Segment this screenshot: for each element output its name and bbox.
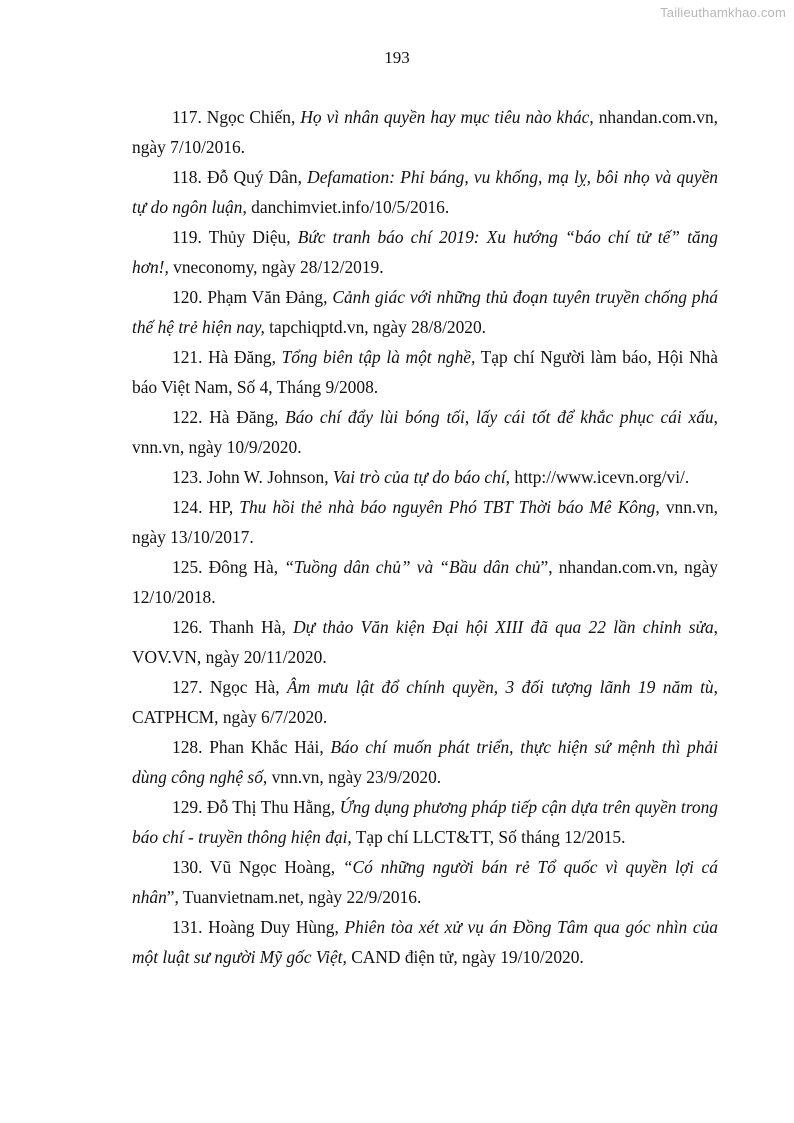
reference-title: Defamation: Phỉ báng, vu khống, mạ lỵ, bôi nhọ và quyền tự do ngôn luận <box>132 167 718 217</box>
reference-item: 117. Ngọc Chiến, Họ vì nhân quyền hay mục tiêu nào khác, nhandan.com.vn, ngày 7/10/2016. <box>132 107 718 157</box>
reference-title: Tổng biên tập là một nghề, <box>281 347 476 367</box>
reference-title: Thu hồi thẻ nhà báo nguyên Phó TBT Thời báo Mê Kông <box>239 497 656 517</box>
reference-item: 120. Phạm Văn Đảng, Cảnh giác với những thủ đoạn tuyên truyền chống phá thế hệ trẻ hiện nay, tapchiqptd.vn, ngày 28/8/2020. <box>132 287 718 337</box>
reference-item: 125. Đông Hà, “Tuồng dân chủ” và “Bầu dân chủ”, nhandan.com.vn, ngày 12/10/2018. <box>132 557 718 607</box>
reference-title: Vai trò của tự do báo chí <box>332 467 506 487</box>
reference-title: “Tuồng dân chủ” và “Bầu dân chủ <box>284 557 541 577</box>
reference-title: Họ vì nhân quyền hay mục tiêu nào khác <box>300 107 590 127</box>
reference-title: Ứng dụng phương pháp tiếp cận dựa trên quyền trong báo chí - truyền thông hiện đại <box>132 797 718 847</box>
reference-title: Âm mưu lật đổ chính quyền, 3 đối tượng lãnh 19 năm tù <box>286 677 714 697</box>
reference-title: “Có những người bán rẻ Tổ quốc vì quyền lợi cá nhân <box>132 857 718 907</box>
reference-item: 128. Phan Khắc Hải, Báo chí muốn phát triển, thực hiện sứ mệnh thì phải dùng công nghệ số, vnn.vn, ngày 23/9/2020. <box>132 737 718 787</box>
reference-title: Dự thảo Văn kiện Đại hội XIII đã qua 22 lần chỉnh sửa <box>293 617 714 637</box>
reference-list <box>132 102 718 972</box>
reference-title: Báo chí đẩy lùi bóng tối, lấy cái tốt để khắc phục cái xấu <box>285 407 714 427</box>
watermark: Tailieuthamkhao.com <box>660 5 786 20</box>
reference-item: 122. Hà Đăng, Báo chí đẩy lùi bóng tối, lấy cái tốt để khắc phục cái xấu, vnn.vn, ngày 10/9/2020. <box>132 407 718 457</box>
reference-item: 130. Vũ Ngọc Hoàng, “Có những người bán rẻ Tổ quốc vì quyền lợi cá nhân”, Tuanvietnam.net, ngày 22/9/2016. <box>132 857 718 907</box>
reference-title: Phiên tòa xét xử vụ án Đồng Tâm qua góc nhìn của một luật sư người Mỹ gốc Việt, <box>132 917 718 967</box>
reference-title: Báo chí muốn phát triển, thực hiện sứ mệnh thì phải dùng công nghệ số <box>132 737 718 787</box>
page-number: 193 <box>384 48 410 67</box>
reference-item: 127. Ngọc Hà, Âm mưu lật đổ chính quyền, 3 đối tượng lãnh 19 năm tù, CATPHCM, ngày 6/7/2020. <box>132 677 718 727</box>
reference-title: Bức tranh báo chí 2019: Xu hướng “báo chí tử tế” tăng hơn!, <box>132 227 718 277</box>
reference-item: 131. Hoàng Duy Hùng, Phiên tòa xét xử vụ án Đồng Tâm qua góc nhìn của một luật sư người Mỹ gốc Việt, CAND điện tử, ngày 19/10/2020. <box>132 917 718 967</box>
reference-item: 121. Hà Đăng, Tổng biên tập là một nghề, Tạp chí Người làm báo, Hội Nhà báo Việt Nam, Số 4, Tháng 9/2008. <box>132 347 718 397</box>
reference-item: 119. Thủy Diệu, Bức tranh báo chí 2019: Xu hướng “báo chí tử tế” tăng hơn!, vneconomy, ngày 28/12/2019. <box>132 227 718 277</box>
reference-item: 123. John W. Johnson, Vai trò của tự do báo chí, http://www.icevn.org/vi/. <box>172 467 690 487</box>
reference-item: 124. HP, Thu hồi thẻ nhà báo nguyên Phó TBT Thời báo Mê Kông, vnn.vn, ngày 13/10/2017. <box>132 497 719 547</box>
reference-item: 118. Đỗ Quý Dân, Defamation: Phỉ báng, vu khống, mạ lỵ, bôi nhọ và quyền tự do ngôn luận, danchimviet.info/10/5/2016. <box>132 167 718 217</box>
reference-title: Cảnh giác với những thủ đoạn tuyên truyền chống phá thế hệ trẻ hiện nay, <box>132 287 718 337</box>
reference-item: 129. Đỗ Thị Thu Hằng, Ứng dụng phương pháp tiếp cận dựa trên quyền trong báo chí - truyền thông hiện đại, Tạp chí LLCT&TT, Số tháng 12/2015. <box>132 797 718 847</box>
reference-item: 126. Thanh Hà, Dự thảo Văn kiện Đại hội XIII đã qua 22 lần chỉnh sửa, VOV.VN, ngày 20/11/2020. <box>132 617 719 667</box>
